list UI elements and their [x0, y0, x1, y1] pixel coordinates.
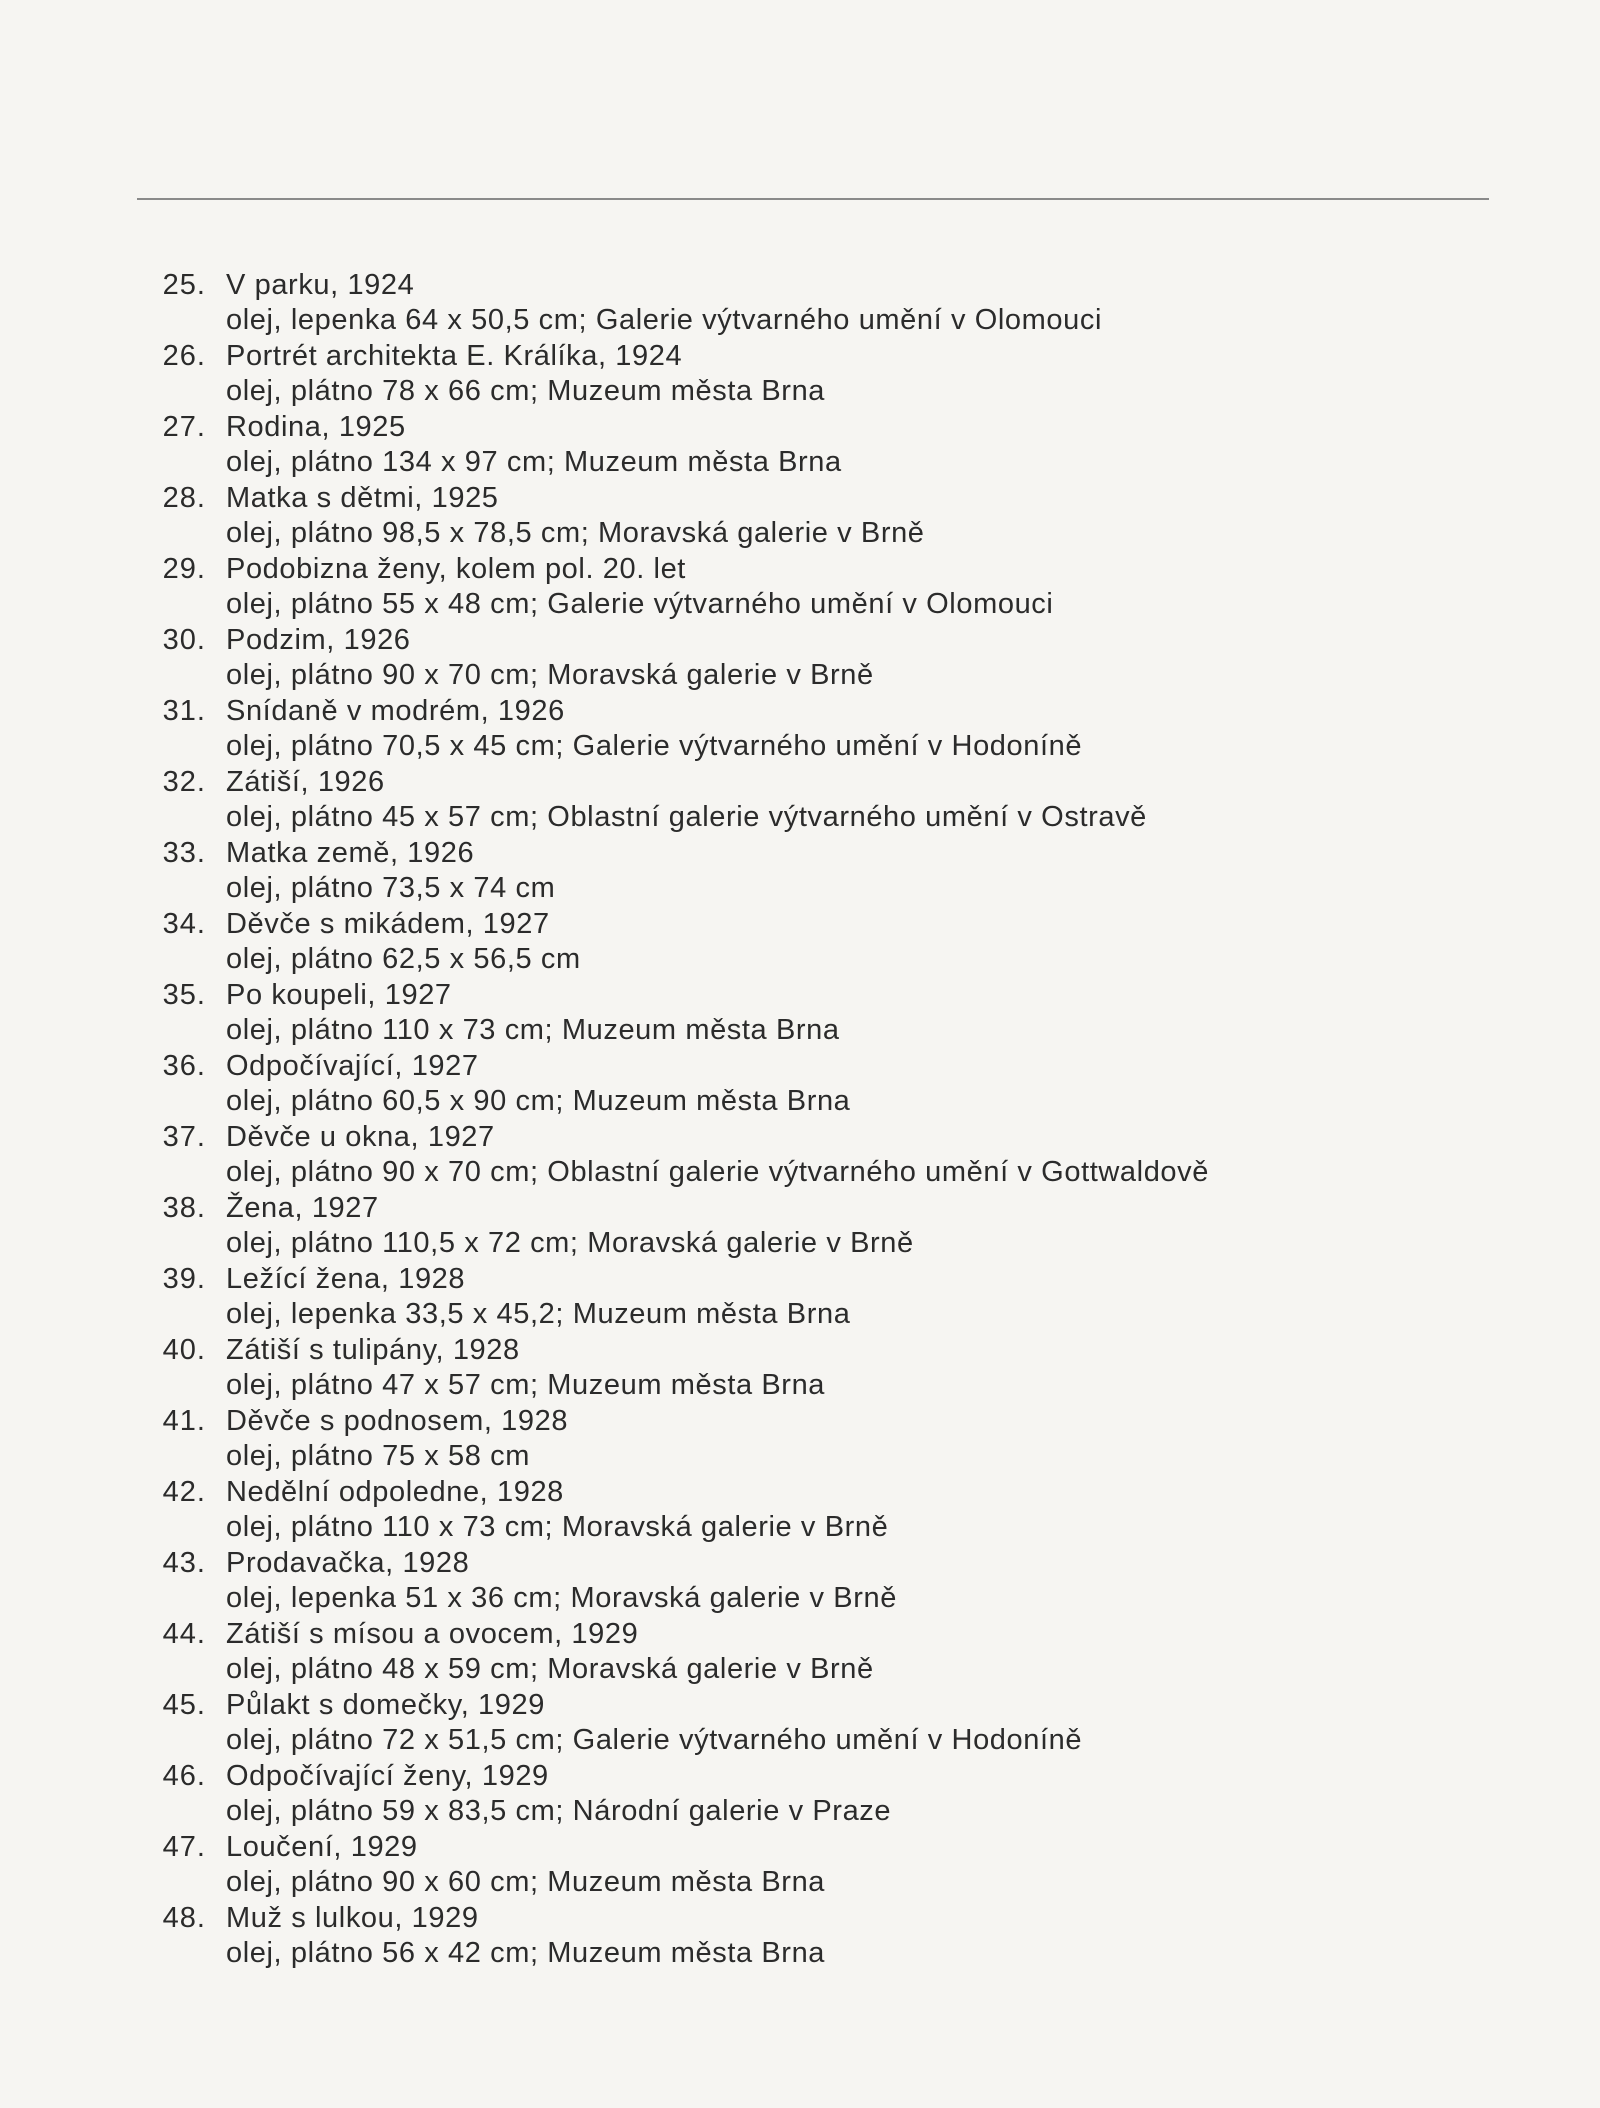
entry-title: Žena, 1927	[226, 1192, 379, 1224]
entry-body	[206, 694, 1082, 764]
entry-title: Nedělní odpoledne, 1928	[226, 1476, 564, 1508]
catalog-entry	[120, 1901, 1420, 1972]
entry-detail: olej, plátno 56 x 42 cm; Muzeum města Brna	[226, 1937, 826, 1969]
entry-number: 48.	[162, 1902, 206, 1934]
catalog-entry	[120, 1830, 1420, 1901]
catalog-entry	[120, 836, 1420, 907]
entry-body	[206, 836, 555, 906]
entry-body	[206, 1475, 888, 1545]
entry-number: 43.	[162, 1547, 206, 1579]
entry-number: 31.	[162, 695, 206, 727]
entry-title: Děvče s mikádem, 1927	[226, 908, 550, 940]
catalog-entry	[120, 1475, 1420, 1546]
entry-body	[206, 552, 1053, 622]
entry-detail: olej, plátno 48 x 59 cm; Moravská galerie v Brně	[226, 1653, 874, 1685]
entry-number: 45.	[162, 1689, 206, 1721]
entry-body	[206, 1262, 850, 1332]
entry-body	[206, 1049, 850, 1119]
entry-body	[206, 1688, 1082, 1758]
entry-number: 36.	[162, 1050, 206, 1082]
entry-body	[206, 1404, 568, 1474]
entry-title: Zátiší, 1926	[226, 766, 385, 798]
catalog-entry	[120, 694, 1420, 765]
entry-body	[206, 1617, 874, 1687]
entry-number: 35.	[162, 979, 206, 1011]
entry-detail: olej, plátno 110,5 x 72 cm; Moravská galerie v Brně	[226, 1227, 914, 1259]
entry-body	[206, 1901, 825, 1971]
entry-detail: olej, plátno 134 x 97 cm; Muzeum města Brna	[226, 446, 842, 478]
entry-number: 34.	[162, 908, 206, 940]
catalog-entry	[120, 1688, 1420, 1759]
entry-detail: olej, plátno 90 x 60 cm; Muzeum města Brna	[226, 1866, 826, 1898]
catalog-list	[120, 268, 1420, 1972]
entry-title: Loučení, 1929	[226, 1831, 418, 1863]
entry-detail: olej, plátno 70,5 x 45 cm; Galerie výtvarného umění v Hodoníně	[226, 730, 1083, 762]
entry-title: Portrét architekta E. Králíka, 1924	[226, 340, 683, 372]
entry-detail: olej, lepenka 51 x 36 cm; Moravská galerie v Brně	[226, 1582, 897, 1614]
entry-title: Matka země, 1926	[226, 837, 475, 869]
entry-title: Děvče u okna, 1927	[226, 1121, 495, 1153]
entry-body	[206, 1120, 1209, 1190]
entry-number: 26.	[162, 340, 206, 372]
entry-title: Prodavačka, 1928	[226, 1547, 470, 1579]
entry-number: 46.	[162, 1760, 206, 1792]
entry-body	[206, 978, 840, 1048]
entry-body	[206, 410, 842, 480]
entry-number: 44.	[162, 1618, 206, 1650]
entry-detail: olej, plátno 110 x 73 cm; Moravská galerie v Brně	[226, 1511, 889, 1543]
entry-number: 28.	[162, 482, 206, 514]
entry-detail: olej, plátno 90 x 70 cm; Oblastní galerie výtvarného umění v Gottwaldově	[226, 1156, 1209, 1188]
entry-title: Ležící žena, 1928	[226, 1263, 466, 1295]
entry-title: Po koupeli, 1927	[226, 979, 452, 1011]
entry-detail: olej, plátno 73,5 x 74 cm	[226, 872, 556, 904]
entry-title: Matka s dětmi, 1925	[226, 482, 499, 514]
entry-body	[206, 339, 825, 409]
entry-detail: olej, plátno 110 x 73 cm; Muzeum města Brna	[226, 1014, 840, 1046]
entry-body	[206, 481, 925, 551]
entry-detail: olej, lepenka 64 x 50,5 cm; Galerie výtvarného umění v Olomouci	[226, 304, 1102, 336]
entry-detail: olej, plátno 45 x 57 cm; Oblastní galerie výtvarného umění v Ostravě	[226, 801, 1147, 833]
entry-detail: olej, lepenka 33,5 x 45,2; Muzeum města Brna	[226, 1298, 851, 1330]
entry-number: 38.	[162, 1192, 206, 1224]
entry-detail: olej, plátno 90 x 70 cm; Moravská galerie v Brně	[226, 659, 874, 691]
entry-number: 30.	[162, 624, 206, 656]
catalog-entry	[120, 1759, 1420, 1830]
entry-body	[206, 1191, 914, 1261]
catalog-entry	[120, 1546, 1420, 1617]
entry-title: V parku, 1924	[226, 269, 415, 301]
entry-number: 47.	[162, 1831, 206, 1863]
catalog-entry	[120, 410, 1420, 481]
catalog-entry	[120, 1049, 1420, 1120]
entry-number: 25.	[162, 269, 206, 301]
entry-detail: olej, plátno 59 x 83,5 cm; Národní galerie v Praze	[226, 1795, 892, 1827]
catalog-entry	[120, 339, 1420, 410]
catalog-entry	[120, 978, 1420, 1049]
catalog-entry	[120, 907, 1420, 978]
entry-detail: olej, plátno 78 x 66 cm; Muzeum města Brna	[226, 375, 826, 407]
entry-title: Podzim, 1926	[226, 624, 411, 656]
entry-detail: olej, plátno 47 x 57 cm; Muzeum města Brna	[226, 1369, 826, 1401]
catalog-entry	[120, 1333, 1420, 1404]
catalog-entry	[120, 268, 1420, 339]
entry-title: Podobizna ženy, kolem pol. 20. let	[226, 553, 686, 585]
entry-number: 39.	[162, 1263, 206, 1295]
catalog-entry	[120, 552, 1420, 623]
entry-number: 42.	[162, 1476, 206, 1508]
entry-detail: olej, plátno 75 x 58 cm	[226, 1440, 530, 1472]
entry-number: 29.	[162, 553, 206, 585]
entry-title: Zátiší s tulipány, 1928	[226, 1334, 520, 1366]
catalog-entry	[120, 623, 1420, 694]
catalog-entry	[120, 1120, 1420, 1191]
entry-title: Půlakt s domečky, 1929	[226, 1689, 545, 1721]
catalog-entry	[120, 765, 1420, 836]
entry-number: 41.	[162, 1405, 206, 1437]
entry-body	[206, 1546, 897, 1616]
entry-body	[206, 1830, 825, 1900]
entry-title: Snídaně v modrém, 1926	[226, 695, 565, 727]
entry-body	[206, 907, 581, 977]
catalog-entry	[120, 1617, 1420, 1688]
entry-detail: olej, plátno 55 x 48 cm; Galerie výtvarného umění v Olomouci	[226, 588, 1054, 620]
entry-body	[206, 268, 1102, 338]
entry-detail: olej, plátno 60,5 x 90 cm; Muzeum města Brna	[226, 1085, 851, 1117]
entry-title: Zátiší s mísou a ovocem, 1929	[226, 1618, 639, 1650]
entry-body	[206, 623, 874, 693]
entry-detail: olej, plátno 98,5 x 78,5 cm; Moravská galerie v Brně	[226, 517, 925, 549]
entry-title: Odpočívající ženy, 1929	[226, 1760, 549, 1792]
catalog-entry	[120, 1191, 1420, 1262]
entry-title: Rodina, 1925	[226, 411, 406, 443]
catalog-entry	[120, 1262, 1420, 1333]
entry-title: Odpočívající, 1927	[226, 1050, 479, 1082]
entry-number: 40.	[162, 1334, 206, 1366]
entry-number: 33.	[162, 837, 206, 869]
entry-detail: olej, plátno 62,5 x 56,5 cm	[226, 943, 581, 975]
entry-number: 37.	[162, 1121, 206, 1153]
entry-title: Děvče s podnosem, 1928	[226, 1405, 569, 1437]
catalog-entry	[120, 481, 1420, 552]
entry-number: 27.	[162, 411, 206, 443]
header-rule	[137, 198, 1489, 200]
entry-title: Muž s lulkou, 1929	[226, 1902, 479, 1934]
entry-body	[206, 1759, 891, 1829]
entry-number: 32.	[162, 766, 206, 798]
entry-body	[206, 765, 1147, 835]
catalog-entry	[120, 1404, 1420, 1475]
entry-body	[206, 1333, 825, 1403]
entry-detail: olej, plátno 72 x 51,5 cm; Galerie výtvarného umění v Hodoníně	[226, 1724, 1083, 1756]
